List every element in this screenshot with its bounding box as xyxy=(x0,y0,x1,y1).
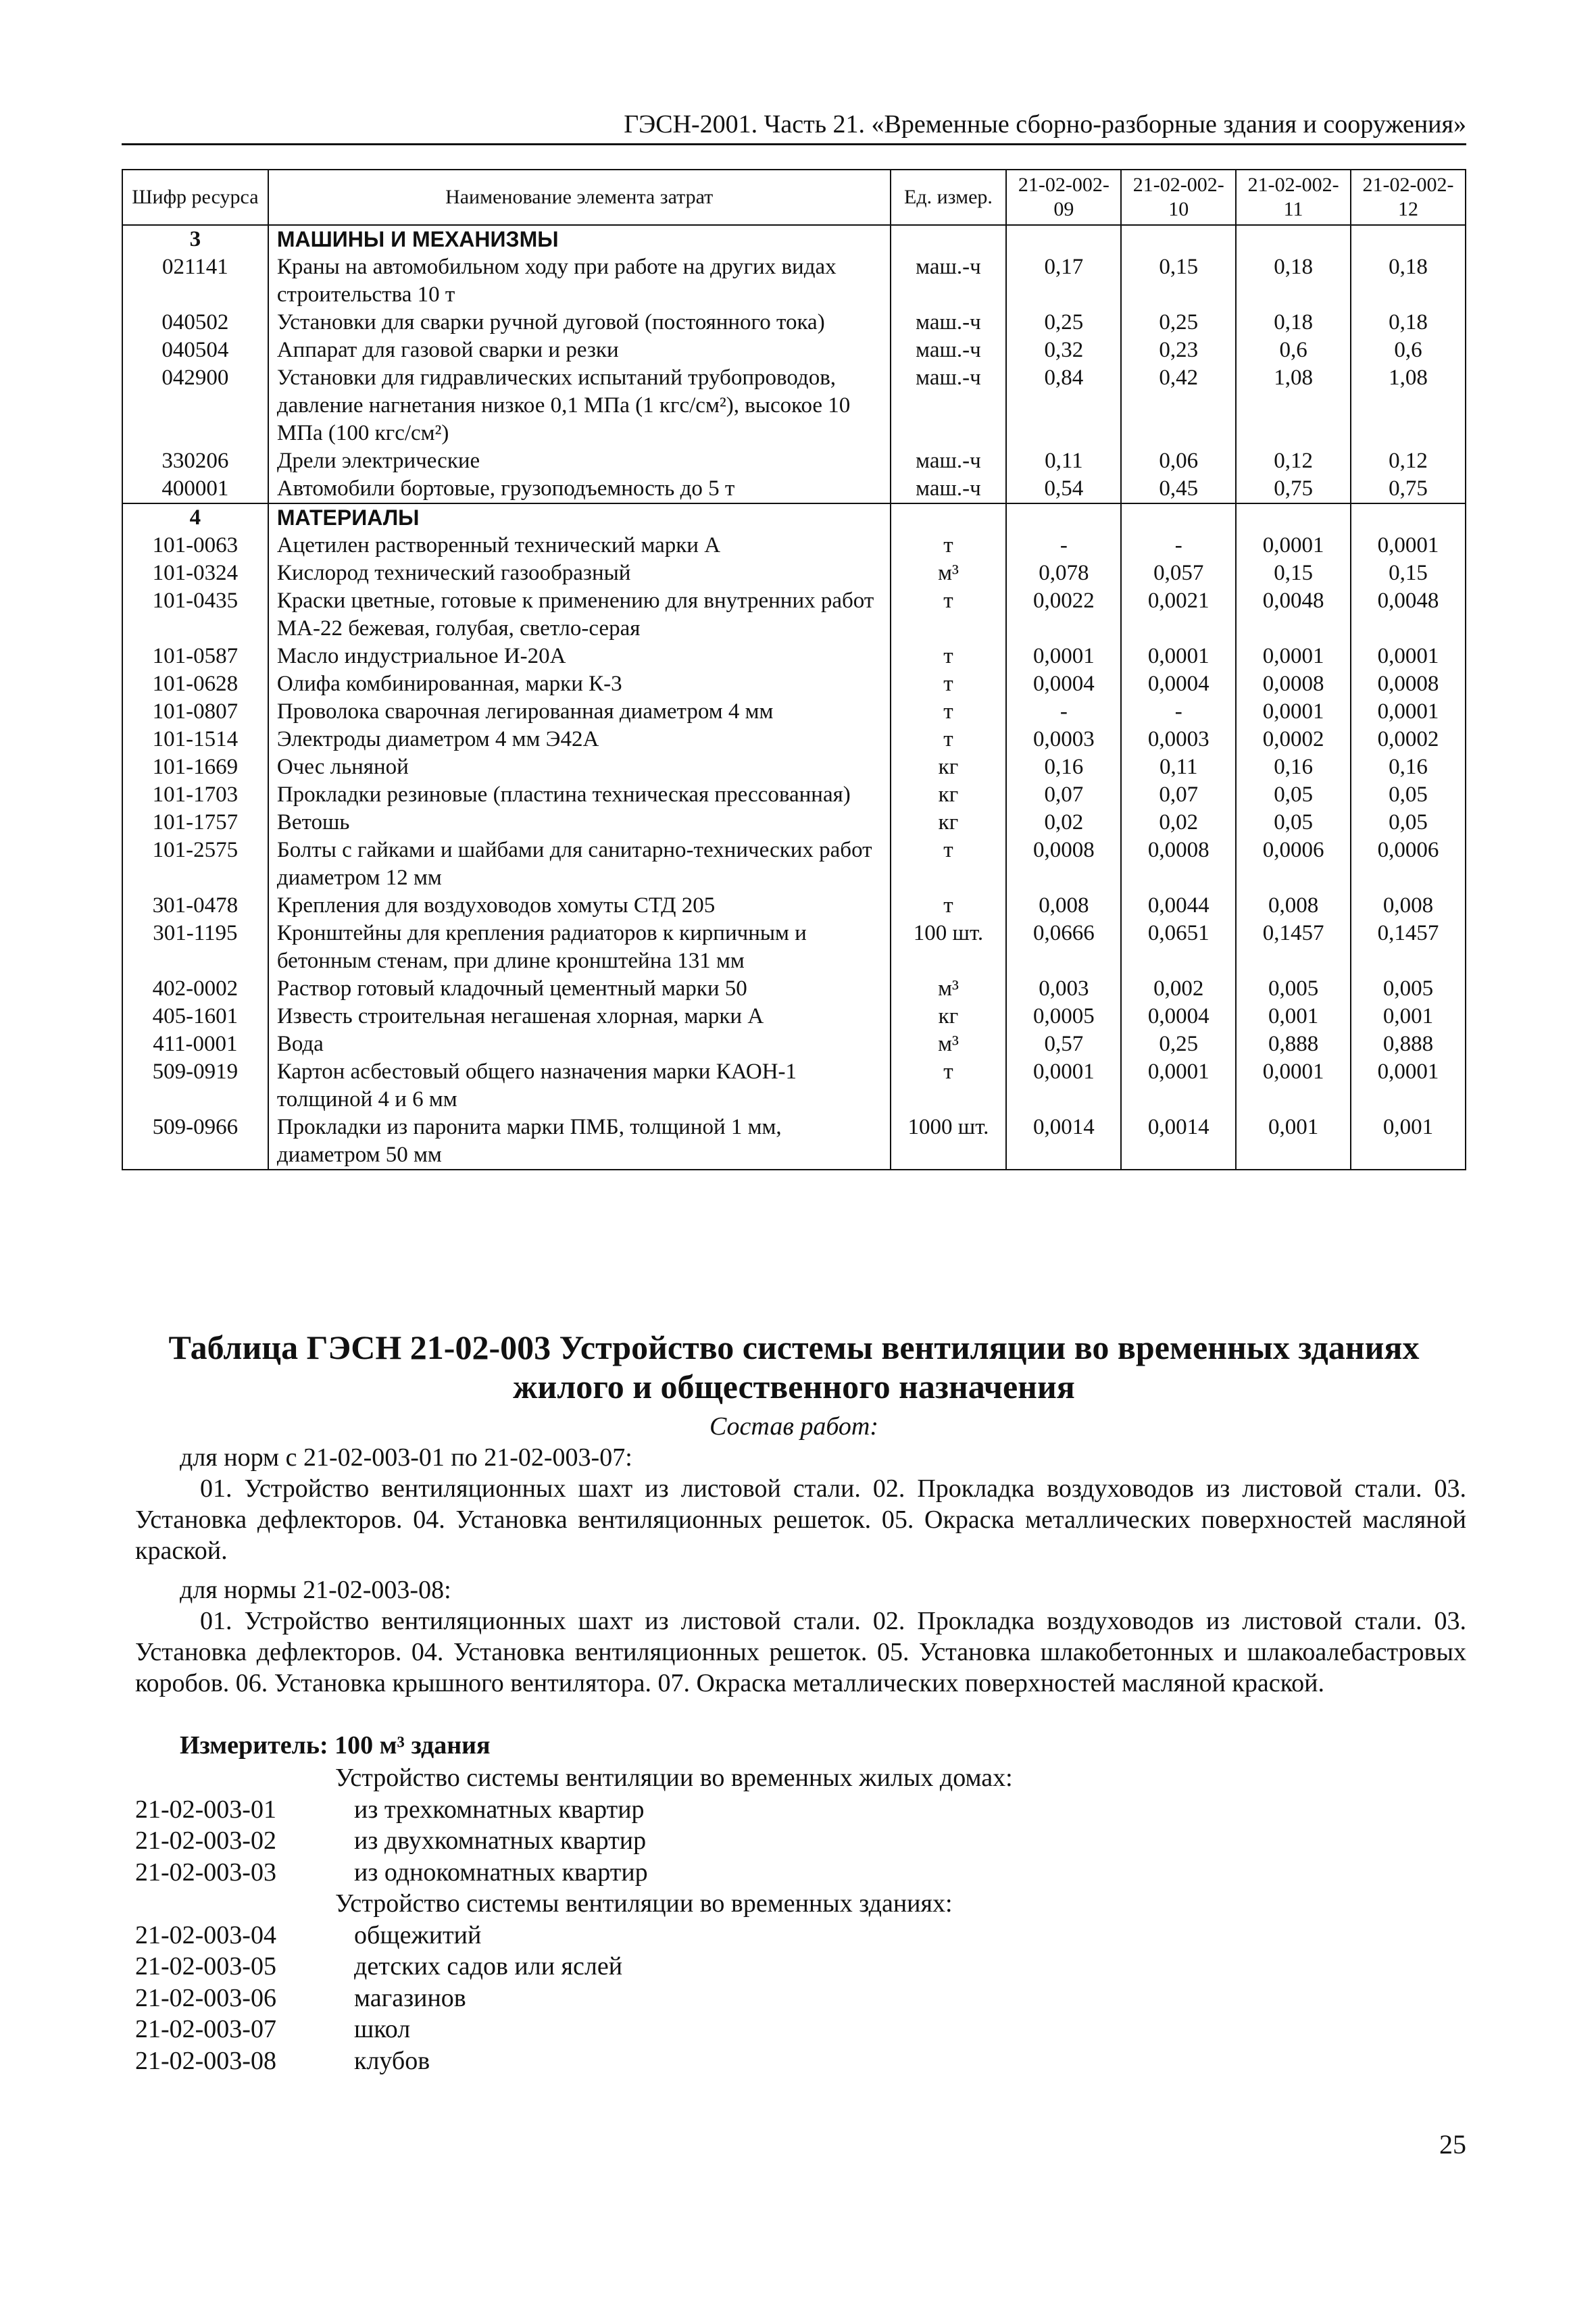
group-heading-2: Устройство системы вентиляции во временных зданиях: xyxy=(335,1889,953,1918)
resource-unit: маш.-ч xyxy=(891,364,1007,447)
norm-text: из однокомнатных квартир xyxy=(354,1858,648,1887)
resource-unit: 1000 шт. xyxy=(891,1114,1007,1170)
empty-cell xyxy=(1121,503,1236,532)
resource-value: 1,08 xyxy=(1236,364,1351,447)
resource-value: 0,001 xyxy=(1236,1114,1351,1170)
norm-code: 21-02-003-07 xyxy=(135,2015,276,2043)
resource-value: 0,0001 xyxy=(1236,698,1351,726)
resource-value: 0,0005 xyxy=(1006,1003,1121,1030)
resource-value: 0,12 xyxy=(1351,447,1466,475)
resource-value: 0,57 xyxy=(1006,1030,1121,1058)
resource-value: 0,0008 xyxy=(1006,837,1121,892)
empty-cell xyxy=(1006,225,1121,253)
norms-b-text: 01. Устройство вентиляционных шахт из листовой стали. 02. Прокладка воздуховодов из листовой стали. 03. Установка дефлекторов. 04. Установка вентиляционных решеток. 05. Установка шлакобетонных и шлакоалебастровых коробов. 06. Установка крышного вентилятора. 07. Окраска металлических поверхностей масляной краской. xyxy=(135,1607,1466,1697)
resource-unit: т xyxy=(891,670,1007,698)
table-row xyxy=(122,1003,1466,1030)
resource-value: 0,16 xyxy=(1236,753,1351,781)
norms-a-text: 01. Устройство вентиляционных шахт из листовой стали. 02. Прокладка воздуховодов из листовой стали. 03. Установка дефлекторов. 04. Установка вентиляционных решеток. 05. Окраска металлических поверхностей масляной краской. xyxy=(135,1474,1466,1565)
col-header-c3: 21-02-002-11 xyxy=(1236,170,1351,225)
empty-cell xyxy=(1236,225,1351,253)
resource-code: 301-1195 xyxy=(122,920,268,975)
empty-cell xyxy=(1006,503,1121,532)
resource-name: Очес льняной xyxy=(268,753,891,781)
resource-value: 0,0001 xyxy=(1351,1058,1466,1114)
col-header-name: Наименование элемента затрат xyxy=(268,170,891,225)
resource-value: 0,32 xyxy=(1006,337,1121,364)
resource-name: Электроды диаметром 4 мм Э42А xyxy=(268,726,891,753)
header-rule xyxy=(122,143,1466,145)
resource-unit: т xyxy=(891,698,1007,726)
resource-code: 405-1601 xyxy=(122,1003,268,1030)
resource-value: 0,11 xyxy=(1121,753,1236,781)
resource-name: Раствор готовый кладочный цементный марки 50 xyxy=(268,975,891,1003)
resource-code: 101-0587 xyxy=(122,643,268,670)
resource-value: 0,0004 xyxy=(1121,1003,1236,1030)
resource-value: 0,0001 xyxy=(1236,1058,1351,1114)
running-header: ГЭСН-2001. Часть 21. «Временные сборно-разборные здания и сооружения» xyxy=(624,110,1466,139)
resource-value: 0,008 xyxy=(1236,892,1351,920)
resource-code: 021141 xyxy=(122,253,268,309)
table-row xyxy=(122,475,1466,503)
resource-value: 0,0004 xyxy=(1121,670,1236,698)
resource-value: 0,0006 xyxy=(1236,837,1351,892)
resource-value: 0,6 xyxy=(1236,337,1351,364)
table-row xyxy=(122,1030,1466,1058)
table-row xyxy=(122,1114,1466,1170)
table-row xyxy=(122,892,1466,920)
resource-value: 0,84 xyxy=(1006,364,1121,447)
resource-name: Автомобили бортовые, грузоподъемность до 5 т xyxy=(268,475,891,503)
meter-text: Измеритель: 100 м³ здания xyxy=(180,1731,491,1760)
norm-text: общежитий xyxy=(354,1920,482,1949)
resource-value: 0,888 xyxy=(1351,1030,1466,1058)
resource-value: 0,001 xyxy=(1236,1003,1351,1030)
table-row xyxy=(122,670,1466,698)
resource-code: 101-1669 xyxy=(122,753,268,781)
table-row xyxy=(122,309,1466,337)
resource-value: 0,057 xyxy=(1121,559,1236,587)
table-row xyxy=(122,753,1466,781)
resource-value: 0,18 xyxy=(1351,253,1466,309)
resource-value: 0,0048 xyxy=(1351,587,1466,643)
resource-value: 0,25 xyxy=(1006,309,1121,337)
resource-value: 0,008 xyxy=(1351,892,1466,920)
resource-value: 0,16 xyxy=(1006,753,1121,781)
norm-item xyxy=(135,1794,1466,1826)
table-row xyxy=(122,837,1466,892)
norm-code: 21-02-003-03 xyxy=(135,1858,276,1887)
norm-item xyxy=(135,1951,1466,1983)
norm-code: 21-02-003-05 xyxy=(135,1952,276,1981)
resource-value: 0,25 xyxy=(1121,1030,1236,1058)
norm-text: из трехкомнатных квартир xyxy=(354,1795,645,1824)
resource-name: Прокладки из паронита марки ПМБ, толщиной 1 мм, диаметром 50 мм xyxy=(268,1114,891,1170)
table-row xyxy=(122,920,1466,975)
norm-text: из двухкомнатных квартир xyxy=(354,1826,647,1855)
resource-name: Олифа комбинированная, марки К-3 xyxy=(268,670,891,698)
norm-list xyxy=(135,1762,1466,2076)
resource-code: 509-0919 xyxy=(122,1058,268,1114)
table-title-line1: Таблица ГЭСН 21-02-003 Устройство системы вентиляции во временных зданиях xyxy=(168,1328,1420,1366)
resource-value: 0,06 xyxy=(1121,447,1236,475)
resource-value: 0,001 xyxy=(1351,1003,1466,1030)
resource-value: 0,0044 xyxy=(1121,892,1236,920)
table-title xyxy=(122,1328,1466,1406)
resource-unit: кг xyxy=(891,809,1007,837)
table-header-row xyxy=(122,170,1466,225)
resource-code: 042900 xyxy=(122,364,268,447)
empty-cell xyxy=(1351,503,1466,532)
norm-group-2 xyxy=(135,1920,1466,2077)
resource-unit: т xyxy=(891,837,1007,892)
resource-value: 0,0004 xyxy=(1006,670,1121,698)
norm-item xyxy=(135,1983,1466,2014)
resource-value: 0,11 xyxy=(1006,447,1121,475)
resource-value: 0,002 xyxy=(1121,975,1236,1003)
table-row xyxy=(122,532,1466,559)
resource-value: 0,0001 xyxy=(1006,1058,1121,1114)
meter-line xyxy=(180,1730,491,1761)
resource-name: Прокладки резиновые (пластина техническая прессованная) xyxy=(268,781,891,809)
resource-value: 0,0014 xyxy=(1121,1114,1236,1170)
table-row xyxy=(122,726,1466,753)
resource-code: 411-0001 xyxy=(122,1030,268,1058)
resource-name: Известь строительная негашеная хлорная, марки А xyxy=(268,1003,891,1030)
resource-value: 0,078 xyxy=(1006,559,1121,587)
section-number: 3 xyxy=(122,225,268,253)
resource-unit: м³ xyxy=(891,559,1007,587)
norm-code: 21-02-003-04 xyxy=(135,1920,276,1949)
resource-value: 0,0001 xyxy=(1006,643,1121,670)
resource-unit: маш.-ч xyxy=(891,475,1007,503)
section-title: МАТЕРИАЛЫ xyxy=(268,503,891,532)
resource-unit: м³ xyxy=(891,1030,1007,1058)
resource-value: 0,18 xyxy=(1236,253,1351,309)
resource-value: 0,008 xyxy=(1006,892,1121,920)
resource-value: 0,0001 xyxy=(1236,532,1351,559)
norm-text: клубов xyxy=(354,2046,430,2075)
resource-name: Крепления для воздуховодов хомуты СТД 205 xyxy=(268,892,891,920)
resource-unit: т xyxy=(891,532,1007,559)
resource-value: 0,0014 xyxy=(1006,1114,1121,1170)
table-row xyxy=(122,587,1466,643)
resource-name: Дрели электрические xyxy=(268,447,891,475)
resource-name: Картон асбестовый общего назначения марки КАОН-1 толщиной 4 и 6 мм xyxy=(268,1058,891,1114)
resource-unit: маш.-ч xyxy=(891,253,1007,309)
resource-name: Ацетилен растворенный технический марки А xyxy=(268,532,891,559)
resource-value: 0,05 xyxy=(1351,809,1466,837)
empty-cell xyxy=(891,503,1007,532)
resource-code: 101-0807 xyxy=(122,698,268,726)
resource-code: 509-0966 xyxy=(122,1114,268,1170)
table-row xyxy=(122,781,1466,809)
resource-value: 0,05 xyxy=(1351,781,1466,809)
resource-name: Кислород технический газообразный xyxy=(268,559,891,587)
col-header-c1: 21-02-002-09 xyxy=(1006,170,1121,225)
norm-item xyxy=(135,2014,1466,2045)
resource-value: 0,07 xyxy=(1121,781,1236,809)
resource-value: 0,12 xyxy=(1236,447,1351,475)
resource-code: 101-1514 xyxy=(122,726,268,753)
norm-item xyxy=(135,1920,1466,1951)
resource-value: 0,0048 xyxy=(1236,587,1351,643)
table-row xyxy=(122,337,1466,364)
resource-value: 0,0006 xyxy=(1351,837,1466,892)
resource-value: 0,0003 xyxy=(1006,726,1121,753)
resource-value: 0,07 xyxy=(1006,781,1121,809)
resource-value: 0,005 xyxy=(1236,975,1351,1003)
resource-value: 0,0001 xyxy=(1236,643,1351,670)
resource-code: 101-0063 xyxy=(122,532,268,559)
resource-value: 0,17 xyxy=(1006,253,1121,309)
resource-unit: т xyxy=(891,892,1007,920)
resource-name: Проволока сварочная легированная диаметром 4 мм xyxy=(268,698,891,726)
resource-value: 0,02 xyxy=(1006,809,1121,837)
resource-name: Вода xyxy=(268,1030,891,1058)
table-row xyxy=(122,809,1466,837)
resource-value: 0,15 xyxy=(1121,253,1236,309)
resource-value: 0,0002 xyxy=(1351,726,1466,753)
resource-value: 0,05 xyxy=(1236,809,1351,837)
resource-value: 0,05 xyxy=(1236,781,1351,809)
resource-code: 040502 xyxy=(122,309,268,337)
resource-unit: кг xyxy=(891,1003,1007,1030)
resource-value: 0,15 xyxy=(1351,559,1466,587)
resource-code: 101-1757 xyxy=(122,809,268,837)
resource-code: 101-0435 xyxy=(122,587,268,643)
resource-name: Болты с гайками и шайбами для санитарно-технических работ диаметром 12 мм xyxy=(268,837,891,892)
norm-code: 21-02-003-02 xyxy=(135,1826,276,1855)
norm-text: магазинов xyxy=(354,1983,466,2012)
col-header-c2: 21-02-002-10 xyxy=(1121,170,1236,225)
resource-value: - xyxy=(1121,698,1236,726)
resource-unit: т xyxy=(891,726,1007,753)
resource-name: Краны на автомобильном ходу при работе на других видах строительства 10 т xyxy=(268,253,891,309)
resource-value: 0,18 xyxy=(1351,309,1466,337)
section-title: МАШИНЫ И МЕХАНИЗМЫ xyxy=(268,225,891,253)
resource-value: - xyxy=(1121,532,1236,559)
table-title-line2: жилого и общественного назначения xyxy=(513,1368,1075,1405)
resource-value: 0,75 xyxy=(1351,475,1466,503)
resource-unit: т xyxy=(891,643,1007,670)
resource-value: 0,0008 xyxy=(1121,837,1236,892)
resource-unit: т xyxy=(891,1058,1007,1114)
resource-value: 0,1457 xyxy=(1351,920,1466,975)
norms-a-head: для норм с 21-02-003-01 по 21-02-003-07: xyxy=(180,1443,632,1472)
table-row xyxy=(122,559,1466,587)
resource-value: 0,42 xyxy=(1121,364,1236,447)
norm-item xyxy=(135,2045,1466,2077)
resource-value: 0,1457 xyxy=(1236,920,1351,975)
table-row xyxy=(122,1058,1466,1114)
col-header-c4: 21-02-002-12 xyxy=(1351,170,1466,225)
resource-value: - xyxy=(1006,532,1121,559)
resource-code: 101-0628 xyxy=(122,670,268,698)
norm-code: 21-02-003-06 xyxy=(135,1983,276,2012)
resource-value: 0,0001 xyxy=(1121,643,1236,670)
resource-value: 0,15 xyxy=(1236,559,1351,587)
resource-unit: маш.-ч xyxy=(891,309,1007,337)
table-row xyxy=(122,975,1466,1003)
norm-group-1 xyxy=(135,1794,1466,1889)
resource-value: 0,0008 xyxy=(1351,670,1466,698)
section-row xyxy=(122,503,1466,532)
group-heading-1: Устройство системы вентиляции во временных жилых домах: xyxy=(335,1764,1013,1792)
resource-value: 0,005 xyxy=(1351,975,1466,1003)
resource-value: 0,54 xyxy=(1006,475,1121,503)
norms-b-head: для нормы 21-02-003-08: xyxy=(180,1576,451,1604)
resource-value: 0,0001 xyxy=(1121,1058,1236,1114)
resource-value: 0,0651 xyxy=(1121,920,1236,975)
resource-value: 0,0666 xyxy=(1006,920,1121,975)
section-number: 4 xyxy=(122,503,268,532)
resource-code: 101-2575 xyxy=(122,837,268,892)
col-header-code: Шифр ресурса xyxy=(122,170,268,225)
resource-code: 402-0002 xyxy=(122,975,268,1003)
resource-code: 330206 xyxy=(122,447,268,475)
resource-value: 0,888 xyxy=(1236,1030,1351,1058)
resource-unit: т xyxy=(891,587,1007,643)
resource-value: 0,0008 xyxy=(1236,670,1351,698)
resource-code: 400001 xyxy=(122,475,268,503)
norm-text: школ xyxy=(354,2015,411,2043)
resource-value: 1,08 xyxy=(1351,364,1466,447)
resource-value: 0,001 xyxy=(1351,1114,1466,1170)
norm-text: детских садов или яслей xyxy=(354,1952,623,1981)
resource-value: 0,45 xyxy=(1121,475,1236,503)
resource-name: Аппарат для газовой сварки и резки xyxy=(268,337,891,364)
resource-value: 0,25 xyxy=(1121,309,1236,337)
resource-unit: кг xyxy=(891,781,1007,809)
table-row xyxy=(122,447,1466,475)
resource-code: 040504 xyxy=(122,337,268,364)
resource-code: 101-1703 xyxy=(122,781,268,809)
resource-value: 0,0001 xyxy=(1351,698,1466,726)
resource-value: 0,003 xyxy=(1006,975,1121,1003)
norm-code: 21-02-003-01 xyxy=(135,1795,276,1824)
norm-code: 21-02-003-08 xyxy=(135,2046,276,2075)
resource-name: Ветошь xyxy=(268,809,891,837)
resource-value: 0,02 xyxy=(1121,809,1236,837)
resource-value: 0,0021 xyxy=(1121,587,1236,643)
resource-name: Установки для сварки ручной дуговой (постоянного тока) xyxy=(268,309,891,337)
empty-cell xyxy=(1121,225,1236,253)
col-header-unit: Ед. измер. xyxy=(891,170,1007,225)
norm-item xyxy=(135,1857,1466,1889)
resource-unit: маш.-ч xyxy=(891,447,1007,475)
resource-unit: маш.-ч xyxy=(891,337,1007,364)
resource-name: Установки для гидравлических испытаний трубопроводов, давление нагнетания низкое 0,1 МПа (1 кгс/см²), высокое 10 МПа (100 кгс/см²) xyxy=(268,364,891,447)
table-row xyxy=(122,643,1466,670)
resource-value: 0,0003 xyxy=(1121,726,1236,753)
resource-name: Краски цветные, готовые к применению для внутренних работ МА-22 бежевая, голубая, светло-серая xyxy=(268,587,891,643)
resource-name: Кронштейны для крепления радиаторов к кирпичным и бетонным стенам, при длине кронштейна 131 мм xyxy=(268,920,891,975)
resource-unit: кг xyxy=(891,753,1007,781)
table-row xyxy=(122,698,1466,726)
resource-unit: м³ xyxy=(891,975,1007,1003)
resource-value: 0,75 xyxy=(1236,475,1351,503)
table-row xyxy=(122,364,1466,447)
resource-value: 0,0001 xyxy=(1351,643,1466,670)
resource-value: 0,16 xyxy=(1351,753,1466,781)
resource-value: 0,0002 xyxy=(1236,726,1351,753)
resource-unit: 100 шт. xyxy=(891,920,1007,975)
table-row xyxy=(122,253,1466,309)
resource-name: Масло индустриальное И-20А xyxy=(268,643,891,670)
resource-value: 0,0001 xyxy=(1351,532,1466,559)
resource-value: 0,0022 xyxy=(1006,587,1121,643)
norm-item xyxy=(135,1825,1466,1857)
resource-table xyxy=(122,169,1466,1170)
norms-b-block xyxy=(135,1574,1466,1699)
resource-code: 301-0478 xyxy=(122,892,268,920)
resource-value: 0,23 xyxy=(1121,337,1236,364)
resource-value: 0,18 xyxy=(1236,309,1351,337)
empty-cell xyxy=(1351,225,1466,253)
resource-value: 0,6 xyxy=(1351,337,1466,364)
resource-code: 101-0324 xyxy=(122,559,268,587)
resource-value: - xyxy=(1006,698,1121,726)
empty-cell xyxy=(891,225,1007,253)
section-row xyxy=(122,225,1466,253)
empty-cell xyxy=(1236,503,1351,532)
page-number: 25 xyxy=(1439,2129,1466,2160)
norms-a-block xyxy=(135,1442,1466,1566)
work-composition-heading: Состав работ: xyxy=(709,1412,879,1441)
table-body xyxy=(122,225,1466,1170)
